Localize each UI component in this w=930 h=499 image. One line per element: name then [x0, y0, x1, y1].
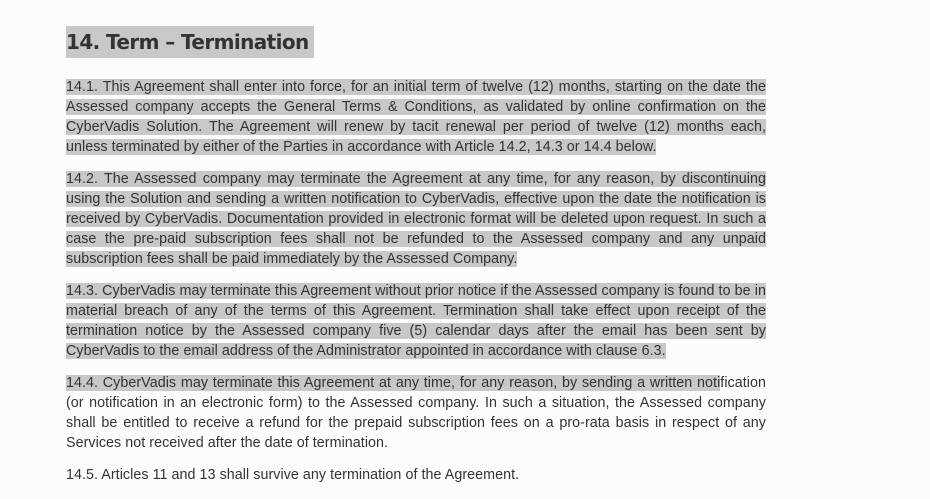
document-section: [66, 26, 766, 485]
paragraph-14-3: [66, 281, 766, 361]
plain-text: fication (or notification in an electronic form) to the Assessed company. In such a situation, the Assessed company shall be entitled to receive a refund for the prepaid subscription fees on a pro-rata basis in respect of any Services not received after the date of termination.: [66, 375, 766, 451]
plain-text: 14.5. Articles 11 and 13 shall survive any termination of the Agreement.: [66, 467, 520, 483]
paragraph-14-1: [66, 77, 766, 157]
section-title: 14. Term – Termination: [66, 26, 314, 58]
paragraph-14-5: [66, 465, 766, 485]
paragraph-14-2: [66, 169, 766, 269]
highlighted-text: 14.3. CyberVadis may terminate this Agreement without prior notice if the Assessed company is found to be in material breach of any of the terms of this Agreement. Termination shall take effect upon receipt of the termination notice by the Assessed company five (5) calendar days after the email has been sent by CyberVadis to the email address of the Administrator appointed in accordance with clause 6.3.: [66, 283, 766, 359]
paragraph-14-4: [66, 373, 766, 453]
highlighted-text: 14.4. CyberVadis may terminate this Agreement at any time, for any reason, by sending a written noti: [66, 375, 721, 391]
highlighted-text: 14.1. This Agreement shall enter into force, for an initial term of twelve (12) months, starting on the date the Assessed company accepts the General Terms & Conditions, as validated by online confirmation on the CyberVadis Solution. The Agreement will renew by tacit renewal per period of twelve (12) months each, unless terminated by either of the Parties in accordance with Article 14.2, 14.3 or 14.4 below.: [66, 79, 766, 155]
highlighted-text: 14.2. The Assessed company may terminate the Agreement at any time, for any reason, by discontinuing using the Solution and sending a written notification to CyberVadis, effective upon the date the notification is received by CyberVadis. Documentation provided in electronic format will be deleted upon request. In such a case the pre-paid subscription fees shall not be refunded to the Assessed company and any unpaid subscription fees shall be paid immediately by the Assessed Company.: [66, 171, 766, 267]
